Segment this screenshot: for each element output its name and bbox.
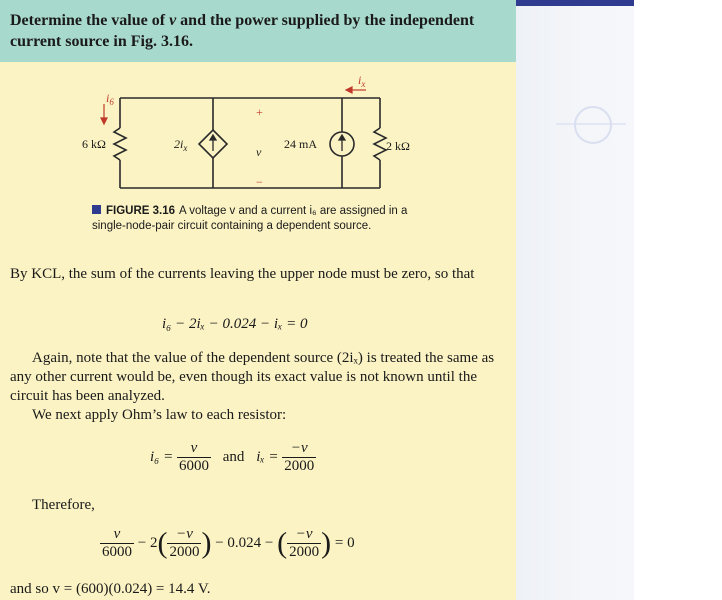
equation-ohms-law: i₆ = $\frac{v}{6000}$ and iₓ = $\frac{-v}{2000}$ (150, 440, 315, 474)
figure-caption: FIGURE 3.16 A voltage v and a current i₆ are assigned in a single-node-pair circuit containing a dependent source. (92, 205, 408, 232)
adjacent-page-strip (516, 0, 634, 600)
fraction-v-6000: $\frac{v}{6000}$ (179, 440, 210, 474)
label-r6: 6 kΩ (82, 137, 106, 151)
label-ix: $i_x$ (358, 73, 366, 89)
label-plus: + (256, 105, 263, 119)
circuit-figure-3-16 (80, 73, 410, 196)
example-header (0, 0, 516, 62)
resistor-6k (114, 128, 126, 160)
adjacent-page-topbar (516, 0, 634, 6)
resistor-2k (374, 128, 386, 160)
label-r2: 2 kΩ (386, 139, 410, 153)
equation-kcl: i₆ − 2iₓ − 0.024 − iₓ = 0 (162, 316, 308, 332)
label-dep-src: $2i_x$ (174, 137, 188, 153)
paragraph-kcl: By KCL, the sum of the currents leaving the upper node must be zero, so that (10, 266, 475, 282)
fraction-negv-2000: $\frac{-v}{2000}$ (284, 440, 315, 474)
label-minus: − (256, 175, 263, 189)
example-title: Determine the value of v and the power supplied by the independent current source in Fig. 3.16. (10, 12, 475, 50)
label-ind-src: 24 mA (284, 137, 317, 151)
paragraph-dependent-source: Again, note that the value of the dependent source (2iₓ) is treated the same as any other current would be, even though its exact value is not known until the circuit has been analyzed. (10, 350, 495, 404)
adjacent-page-ghost-circle (574, 106, 612, 144)
paragraph-result: and so v = (600)(0.024) = 14.4 V. (10, 581, 211, 597)
label-i6: $i_6$ (106, 91, 114, 107)
paragraph-therefore: Therefore, (32, 497, 95, 513)
paragraph-ohms-law: We next apply Ohm’s law to each resistor: (32, 407, 287, 423)
label-v: v (256, 145, 262, 159)
caption-marker-icon (92, 205, 101, 214)
equation-combined: $\frac{v}{6000}$ − 2( $\frac{-v}{2000}$ ) − 0.024 − ( $\frac{-v}{2000}$ ) = 0 (102, 526, 355, 560)
